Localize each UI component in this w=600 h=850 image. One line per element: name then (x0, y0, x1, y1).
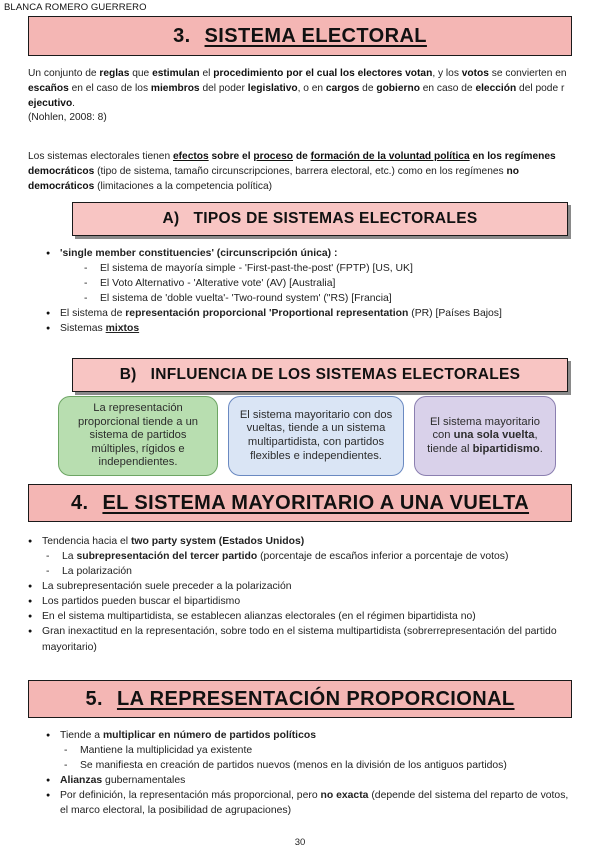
effects-text: (limitaciones a la competencia política) (94, 180, 273, 192)
effects-text: Los sistemas electorales tienen (28, 151, 173, 162)
sub-list (80, 261, 576, 306)
card-two-round: El sistema mayoritario con dos vueltas, tiende a un sistema multipartidista, con partidos flexibles e independientes. (228, 396, 404, 476)
subsection-a-title: TIPOS DE SISTEMAS ELECTORALES (193, 209, 478, 227)
list-item (46, 773, 578, 788)
author-name: BLANCA ROMERO GUERRERO (4, 2, 147, 13)
sub-item-text: La (62, 551, 77, 563)
list-item (46, 306, 576, 321)
card-text: El sistema mayoritario con (429, 415, 541, 442)
list-item: ● En el sistema multipartidista, se establecen alianzas electorales (en el régimen bipartidista no) (28, 609, 578, 624)
def-text: Un conjunto de (28, 68, 100, 79)
section-4-title: EL SISTEMA MAYORITARIO A UNA VUELTA (102, 491, 530, 514)
sub-item-text: (porcentaje de escaños inferior a porcentaje de votos) (257, 551, 509, 563)
def-bold: gobierno (376, 82, 420, 94)
list-item (46, 788, 578, 818)
section-5-title: LA REPRESENTACIÓN PROPORCIONAL (116, 687, 515, 710)
def-bold: legislativo (247, 82, 298, 94)
def-text: del pode r (516, 82, 565, 94)
card-text: , tiende al (427, 429, 538, 455)
def-bold: estimulan (152, 68, 200, 79)
section-4-heading (28, 484, 572, 522)
effects-bold: proceso (253, 151, 294, 162)
list-item (46, 728, 578, 773)
section-3-title: SISTEMA ELECTORAL (204, 24, 427, 47)
sub-item-bold: subrepresentación del tercer partido (76, 551, 258, 563)
def-bold: procedimiento por el cual los electores votan (213, 68, 433, 79)
sub-list-item: - Mantiene la multiplicidad ya existente (60, 743, 578, 758)
proportional-list (46, 728, 578, 818)
subsection-b-heading (72, 358, 568, 392)
def-text: en caso de (419, 82, 476, 94)
list-item-text: Por definición, la representación más proporcional, pero (60, 790, 321, 802)
list-item-text: El sistema de (60, 308, 126, 320)
list-item-text: Tiende a (60, 730, 103, 741)
subsection-a-letter: A) (162, 209, 180, 227)
effects-bold: efectos (172, 151, 209, 162)
effects-bold: no democráticos (28, 165, 519, 192)
def-text: se convierten en (488, 68, 567, 79)
sub-list-item: - El sistema de 'doble vuelta'- 'Two-round system' ("RS) [Francia] (80, 291, 576, 306)
def-text: en el caso de los (68, 82, 151, 94)
effects-bold: en los regímenes democráticos (28, 151, 556, 177)
def-text: el (199, 68, 214, 79)
def-text: , y los (432, 68, 462, 79)
def-bold: reglas (99, 68, 130, 79)
majoritarian-list (28, 534, 578, 655)
def-bold: cargos (325, 82, 360, 94)
list-item (46, 321, 576, 336)
section-5-number: 5. (85, 687, 103, 710)
list-item (46, 246, 576, 306)
subsection-b-letter: B) (119, 365, 137, 383)
def-text: del poder (199, 82, 248, 94)
card-one-round (414, 396, 556, 476)
section-3-number: 3. (173, 24, 191, 47)
subsection-a-heading (72, 202, 568, 236)
list-item-text: (PR) [Países Bajos] (408, 308, 502, 320)
list-item-text: Sistemas (60, 323, 106, 335)
list-item-bold: mixtos (105, 323, 140, 335)
list-item (28, 534, 578, 579)
list-item: ● Gran inexactitud en la representación, sobre todo en el sistema multipartidista (sobrerrepresentación del partido mayoritario) (28, 624, 578, 654)
card-text: . (539, 442, 543, 455)
list-item-bold: representación proporcional 'Proportional representation (125, 308, 409, 320)
list-item-text: gubernamentales (102, 775, 186, 787)
definition-paragraph (28, 67, 568, 126)
list-item: ● La subrepresentación suele preceder a la polarización (28, 579, 578, 594)
list-item-text: (depende del sistema del reparto de votos, el marco electoral, la posibilidad de agrupaciones) (60, 790, 569, 817)
list-item-bold: 'single member constituencies' (circunscripción única) : (60, 248, 338, 259)
sub-list (42, 549, 578, 579)
list-item: ● Los partidos pueden buscar el bipartidismo (28, 594, 578, 609)
effects-bold: sobre el (208, 151, 254, 162)
def-bold: ejecutivo (28, 97, 73, 109)
section-4-number: 4. (70, 491, 89, 514)
def-bold: miembros (150, 82, 200, 94)
effects-bold: formación de la voluntad política (310, 151, 470, 162)
subsection-b-title: INFLUENCIA DE LOS SISTEMAS ELECTORALES (150, 365, 521, 383)
sub-list-item: - La polarización (42, 564, 578, 579)
def-bold: elección (475, 82, 517, 94)
def-text: de (359, 82, 377, 94)
card-proportional: La representación proporcional tiende a un sistema de partidos múltiples, rígidos e independientes. (58, 396, 218, 476)
section-5-heading (28, 680, 572, 718)
sub-list-item (42, 549, 578, 564)
def-bold: votos (461, 68, 489, 79)
sub-list-item: - El Voto Alternativo - 'Alterative vote' (AV) [Australia] (80, 276, 576, 291)
list-item-text: Tendencia hacia el (42, 536, 131, 547)
list-item-bold: no exacta (320, 790, 369, 802)
list-item-bold: two party system (Estados Unidos) (130, 536, 305, 547)
list-item-bold: multiplicar en número de partidos políticos (102, 730, 316, 741)
citation: (Nohlen, 2008: 8) (28, 112, 107, 124)
sub-list-item: - El sistema de mayoría simple - 'First-past-the-post' (FPTP) [US, UK] (80, 261, 576, 276)
card-bold: bipartidismo (472, 442, 540, 455)
def-text: que (129, 68, 153, 79)
def-text: . (72, 97, 76, 109)
page-number: 30 (294, 837, 306, 848)
def-text: , o en (297, 82, 326, 94)
list-item-bold: Alianzas (60, 775, 103, 787)
types-list (46, 246, 576, 336)
section-3-heading (28, 16, 572, 56)
sub-list (60, 743, 578, 773)
effects-paragraph (28, 150, 568, 194)
card-bold: una sola vuelta (453, 429, 535, 442)
sub-list-item: - Se manifiesta en creación de partidos nuevos (menos en la división de los antiguos partidos) (60, 758, 578, 773)
effects-bold: de (293, 151, 311, 162)
card-one-round-text (423, 416, 547, 457)
def-bold: escaños (28, 82, 69, 94)
effects-text: (tipo de sistema, tamaño circunscripciones, barrera electoral, etc.) como en los regímenes (94, 165, 507, 177)
